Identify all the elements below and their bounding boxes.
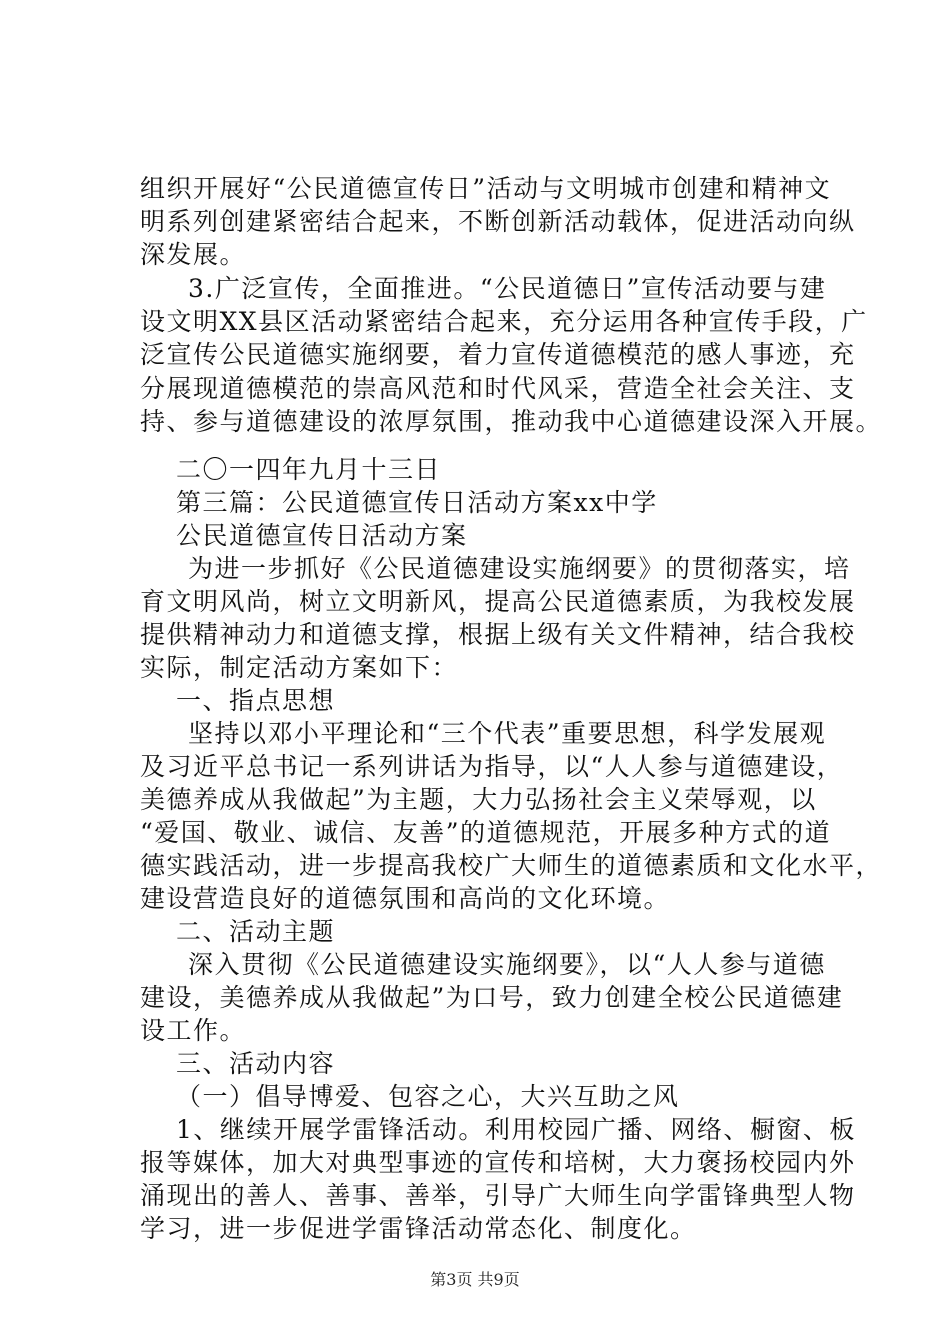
- body-line: 育文明风尚，树立文明新风，提高公民道德素质，为我校发展: [140, 587, 856, 616]
- body-line: 提供精神动力和道德支撑，根据上级有关文件精神，结合我校: [140, 620, 856, 649]
- body-line: 涌现出的善人、善事、善举，引导广大师生向学雷锋典型人物: [140, 1181, 856, 1210]
- body-line: 持、参与道德建设的浓厚氛围，推动我中心道德建设深入开展。: [140, 407, 883, 436]
- body-line: 3.广泛宣传，全面推进。“公民道德日”宣传活动要与建: [188, 274, 827, 303]
- heading-activity-content: 三、活动内容: [176, 1049, 336, 1078]
- body-line: 设工作。: [140, 1016, 247, 1045]
- body-line: 报等媒体，加大对典型事迹的宣传和培树，大力褒扬校园内外: [140, 1148, 856, 1177]
- body-line: 泛宣传公民道德实施纲要，着力宣传道德模范的感人事迹，充: [140, 340, 856, 369]
- body-line: 及习近平总书记一系列讲话为指导，以“人人参与道德建设，: [140, 752, 844, 781]
- body-line: 明系列创建紧密结合起来，不断创新活动载体，促进活动向纵: [140, 207, 856, 236]
- body-line: 建设营造良好的道德氛围和高尚的文化环境。: [140, 884, 671, 913]
- heading-guiding-thought: 一、指点思想: [176, 686, 336, 715]
- body-line: 德实践活动，进一步提高我校广大师生的道德素质和文化水平，: [140, 851, 883, 880]
- section-title: 第三篇：公民道德宣传日活动方案xx中学: [176, 488, 658, 517]
- heading-activity-theme: 二、活动主题: [176, 917, 336, 946]
- body-line: 实际，制定活动方案如下：: [140, 653, 459, 682]
- body-line: 为进一步抓好《公民道德建设实施纲要》的贯彻落实，培: [188, 554, 851, 583]
- body-line: 分展现道德模范的崇高风范和时代风采，营造全社会关注、支: [140, 374, 856, 403]
- body-line: 美德养成从我做起”为主题，大力弘扬社会主义荣辱观，以: [140, 785, 817, 814]
- body-line: “爱国、敬业、诚信、友善”的道德规范，开展多种方式的道: [140, 818, 832, 847]
- body-line: 建设，美德养成从我做起”为口号，致力创建全校公民道德建: [140, 983, 844, 1012]
- body-line: 坚持以邓小平理论和“三个代表”重要思想，科学发展观: [188, 719, 827, 748]
- body-line: 1、继续开展学雷锋活动。利用校园广播、网络、橱窗、板: [176, 1115, 856, 1144]
- plan-title: 公民道德宣传日活动方案: [176, 521, 468, 550]
- page-number-footer: 第3页 共9页: [430, 1270, 520, 1289]
- body-line: 深入贯彻《公民道德建设实施纲要》，以“人人参与道德: [188, 950, 826, 979]
- body-line: 深发展。: [140, 240, 247, 269]
- body-line: 组织开展好“公民道德宣传日”活动与文明城市创建和精神文: [140, 174, 832, 203]
- body-line: 学习，进一步促进学雷锋活动常态化、制度化。: [140, 1214, 697, 1243]
- date-line: 二〇一四年九月十三日: [176, 455, 442, 484]
- subheading: （一）倡导博爱、包容之心，大兴互助之风: [176, 1082, 680, 1111]
- body-line: 设文明XX县区活动紧密结合起来，充分运用各种宣传手段，广: [140, 307, 868, 336]
